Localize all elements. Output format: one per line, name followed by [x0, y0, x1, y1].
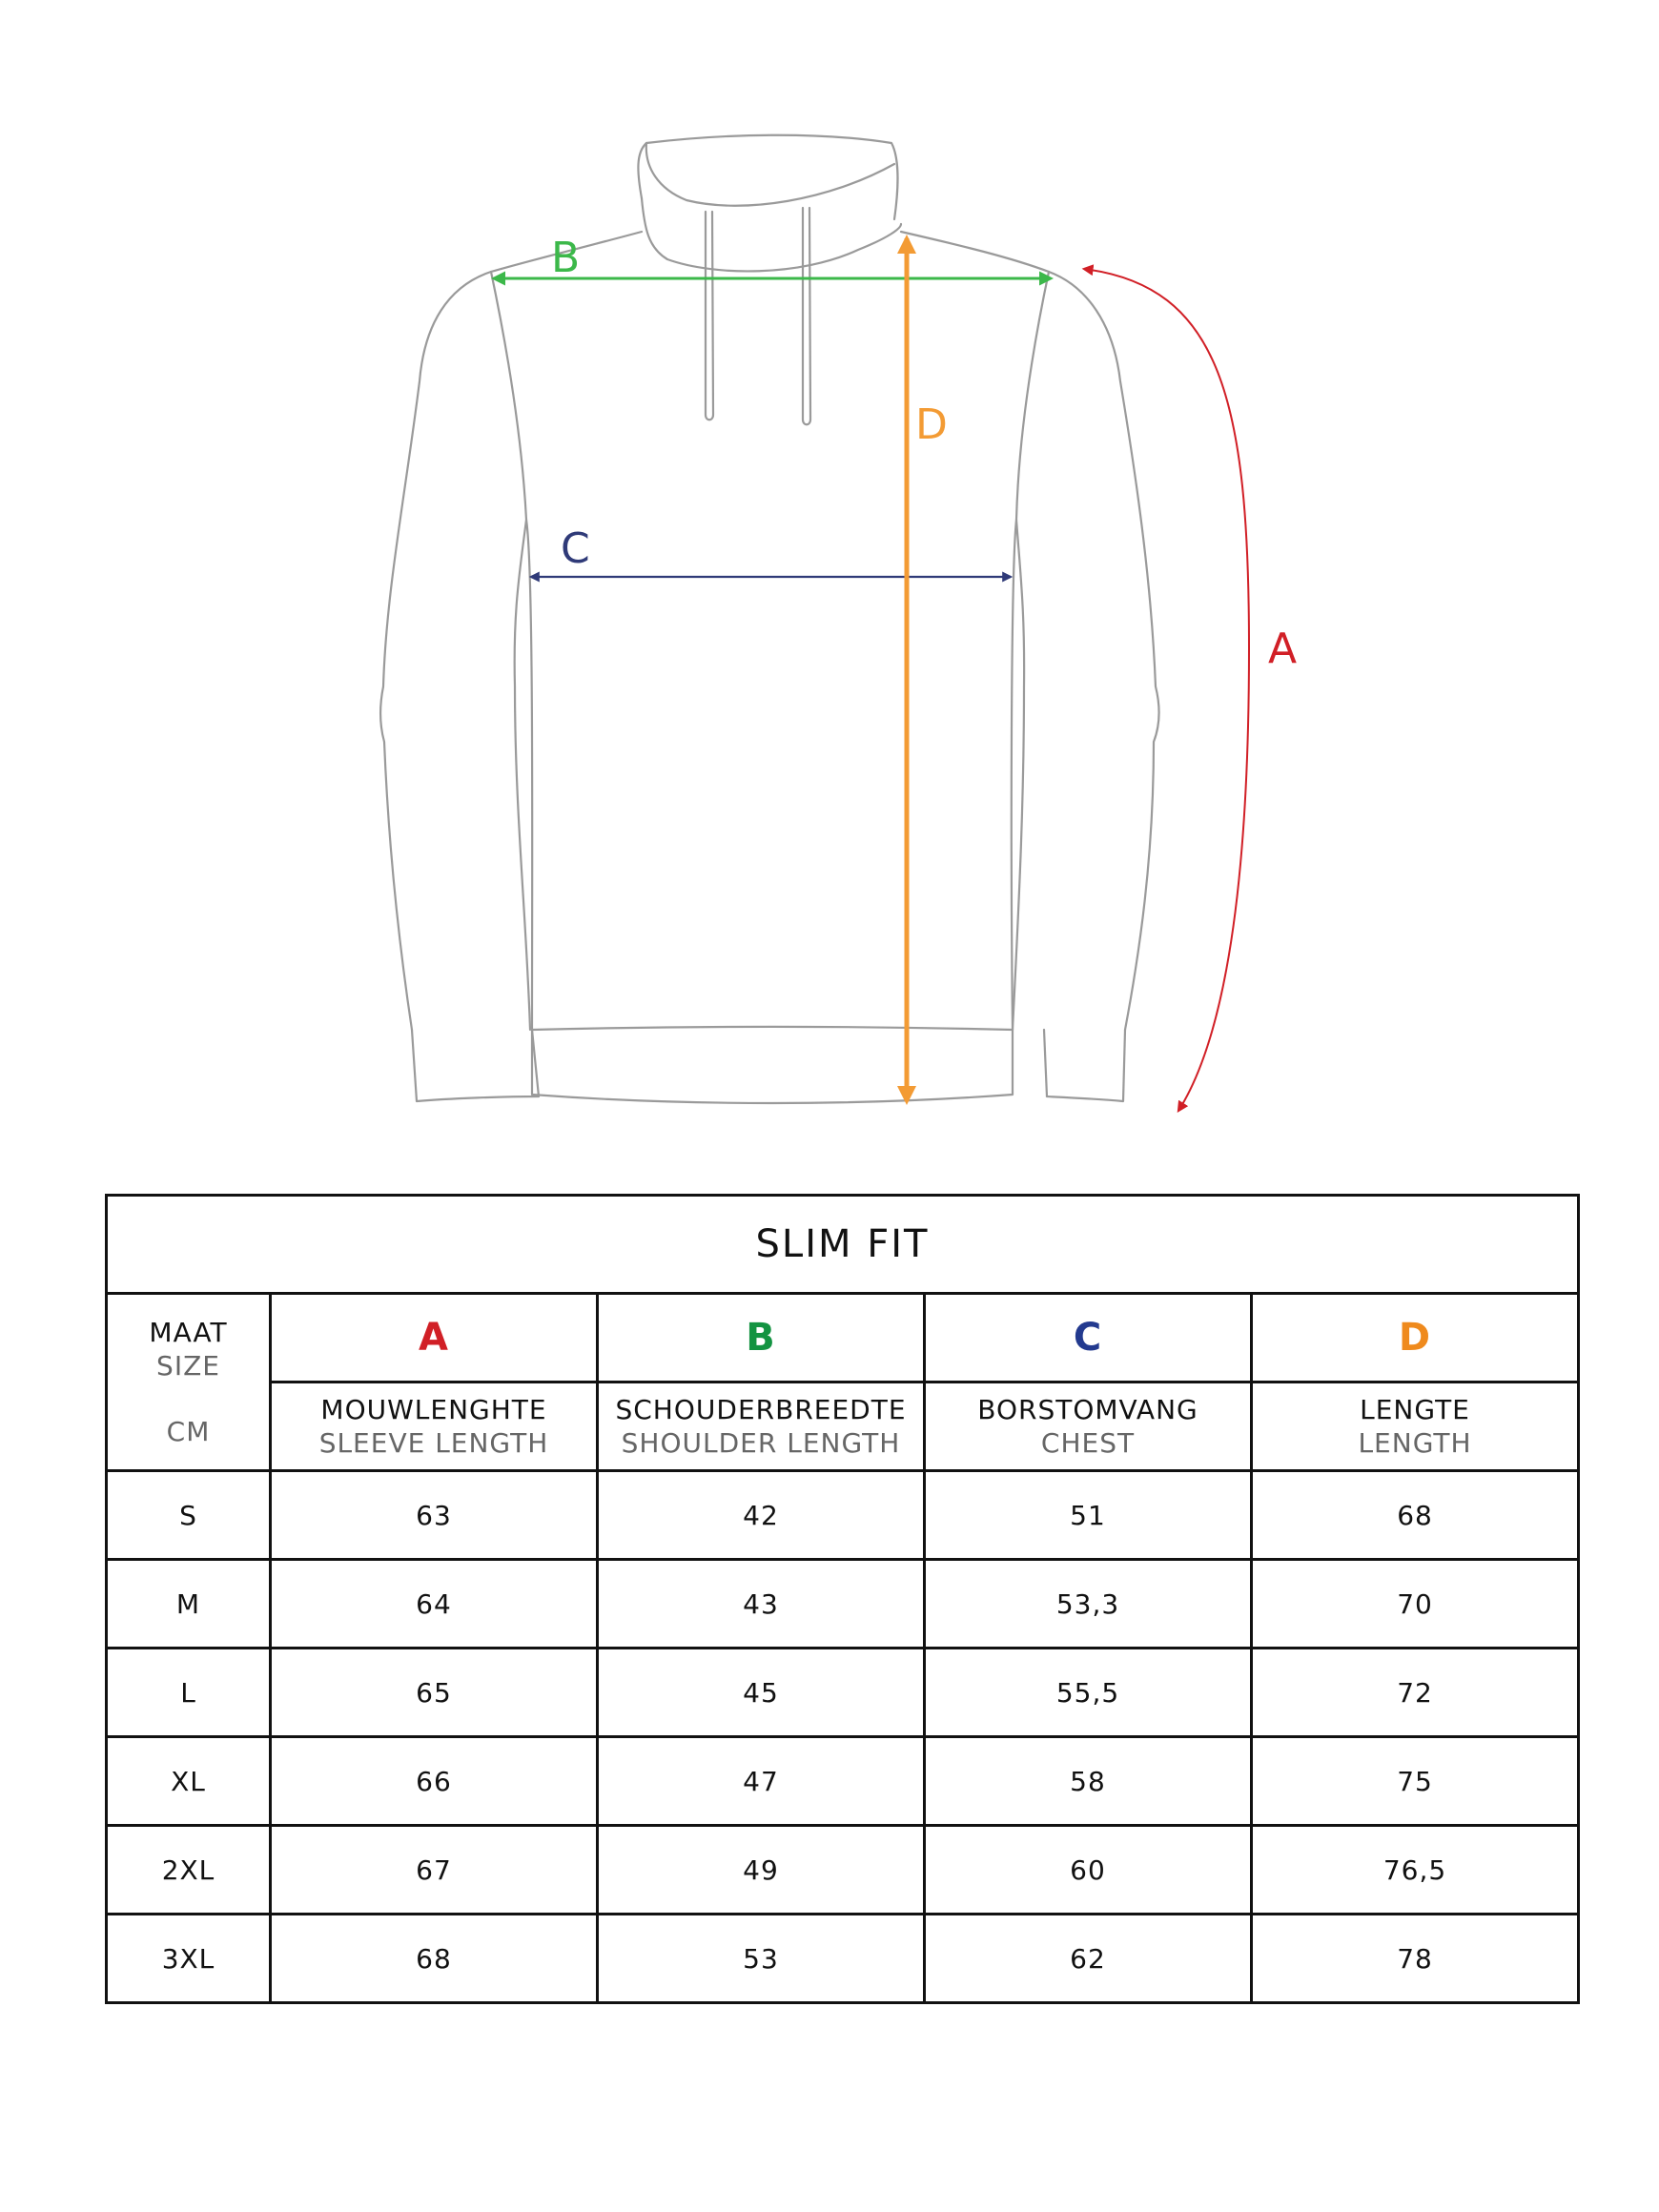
- chest-cell: 62: [925, 1915, 1252, 2003]
- column-name-b-nl: SCHOUDERBREEDTE: [615, 1394, 907, 1425]
- size-chart-table: [105, 1194, 1580, 2004]
- table-row: [107, 1649, 1579, 1737]
- sleeve-length-cell: 66: [271, 1737, 598, 1826]
- collar-front: [642, 198, 901, 271]
- chest-cell: 53,3: [925, 1560, 1252, 1649]
- shoulder-length-cell: 43: [598, 1560, 925, 1649]
- column-name-b-en: SHOULDER LENGTH: [621, 1427, 901, 1459]
- waistband-top: [532, 1027, 1013, 1030]
- column-name-c-nl: BORSTOMVANG: [977, 1394, 1198, 1425]
- collar: [638, 135, 897, 219]
- size-header-en: SIZE: [156, 1350, 220, 1382]
- right-sleeve-outer: [1049, 272, 1159, 1030]
- size-cell: S: [107, 1471, 271, 1560]
- sleeve-length-cell: 68: [271, 1915, 598, 2003]
- chest-cell: 60: [925, 1826, 1252, 1915]
- collar-fold: [646, 143, 894, 206]
- label-d: D: [915, 400, 948, 449]
- sleeve-length-cell: 64: [271, 1560, 598, 1649]
- column-name-a-nl: MOUWLENGHTE: [320, 1394, 547, 1425]
- size-cell: M: [107, 1560, 271, 1649]
- shoulder-length-cell: 53: [598, 1915, 925, 2003]
- table-title: SLIM FIT: [107, 1196, 1579, 1294]
- chest-cell: 55,5: [925, 1649, 1252, 1737]
- left-cuff: [412, 1030, 539, 1101]
- column-name-c-en: CHEST: [1040, 1427, 1136, 1459]
- column-letter-a: A: [271, 1294, 598, 1382]
- shoulder-length-cell: 49: [598, 1826, 925, 1915]
- length-cell: 76,5: [1252, 1826, 1579, 1915]
- table-row: [107, 1560, 1579, 1649]
- size-cell: 2XL: [107, 1826, 271, 1915]
- column-name-a: [271, 1382, 598, 1471]
- table-row: [107, 1915, 1579, 2003]
- right-sleeve-inner: [1013, 520, 1024, 1030]
- table-row: [107, 1826, 1579, 1915]
- column-letter-b: B: [598, 1294, 925, 1382]
- column-name-d: [1252, 1382, 1579, 1471]
- label-c: C: [561, 524, 590, 573]
- length-cell: 68: [1252, 1471, 1579, 1560]
- chest-cell: 58: [925, 1737, 1252, 1826]
- waistband: [532, 1030, 1013, 1103]
- length-cell: 78: [1252, 1915, 1579, 2003]
- unit-label: CM: [166, 1416, 211, 1447]
- chest-cell: 51: [925, 1471, 1252, 1560]
- size-cell: XL: [107, 1737, 271, 1826]
- column-name-c: [925, 1382, 1252, 1471]
- shoulder-length-cell: 42: [598, 1471, 925, 1560]
- shoulder-length-cell: 45: [598, 1649, 925, 1737]
- column-letter-d: D: [1252, 1294, 1579, 1382]
- left-sleeve-inner: [515, 520, 530, 1030]
- column-name-b: [598, 1382, 925, 1471]
- body-right-side: [1012, 272, 1049, 1030]
- column-name-d-en: LENGTH: [1358, 1427, 1472, 1459]
- column-name-d-nl: LENGTE: [1360, 1394, 1470, 1425]
- hoodie-outline: [380, 135, 1158, 1103]
- length-cell: 72: [1252, 1649, 1579, 1737]
- size-header: [107, 1294, 271, 1471]
- column-letter-c: C: [925, 1294, 1252, 1382]
- length-cell: 70: [1252, 1560, 1579, 1649]
- body-left-side: [491, 272, 532, 1030]
- shoulder-length-cell: 47: [598, 1737, 925, 1826]
- drawstring-left: [706, 212, 713, 420]
- right-cuff: [1044, 1030, 1125, 1101]
- size-header-nl: MAAT: [149, 1317, 228, 1348]
- left-sleeve-outer: [380, 272, 491, 1030]
- sleeve-arrow-a: [1084, 269, 1249, 1111]
- drawstring-right: [803, 208, 810, 424]
- column-name-a-en: SLEEVE LENGTH: [318, 1427, 549, 1459]
- label-a: A: [1268, 625, 1298, 673]
- sleeve-length-cell: 67: [271, 1826, 598, 1915]
- label-b: B: [551, 234, 581, 282]
- table-row: [107, 1471, 1579, 1560]
- sleeve-length-cell: 65: [271, 1649, 598, 1737]
- table-row: [107, 1737, 1579, 1826]
- size-cell: L: [107, 1649, 271, 1737]
- length-cell: 75: [1252, 1737, 1579, 1826]
- right-shoulder: [901, 232, 1049, 272]
- sleeve-length-cell: 63: [271, 1471, 598, 1560]
- size-cell: 3XL: [107, 1915, 271, 2003]
